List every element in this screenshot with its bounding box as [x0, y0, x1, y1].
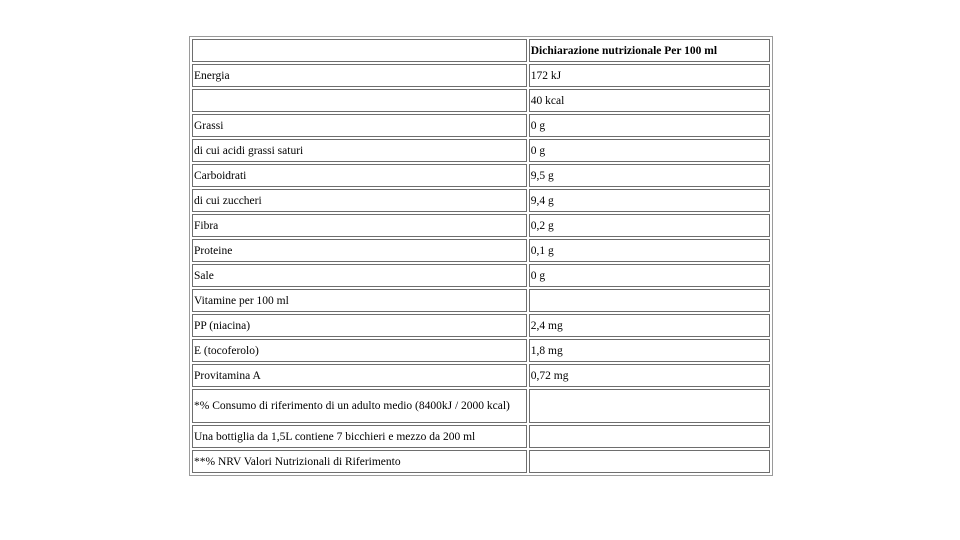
row-label: Vitamine per 100 ml [192, 289, 527, 312]
table-row [192, 425, 770, 448]
table-row [192, 314, 770, 337]
table-row [192, 289, 770, 312]
row-value: 0 g [529, 114, 770, 137]
table-row [192, 214, 770, 237]
table-row [192, 189, 770, 212]
row-label: PP (niacina) [192, 314, 527, 337]
table-row [192, 339, 770, 362]
row-value: 1,8 mg [529, 339, 770, 362]
row-label: *% Consumo di riferimento di un adulto medio (8400kJ / 2000 kcal) [192, 389, 527, 423]
table-header-row [192, 39, 770, 62]
row-value: 40 kcal [529, 89, 770, 112]
table-row [192, 64, 770, 87]
row-label: Carboidrati [192, 164, 527, 187]
row-value [529, 389, 770, 423]
row-label: Proteine [192, 239, 527, 262]
row-label: Fibra [192, 214, 527, 237]
header-right-cell: Dichiarazione nutrizionale Per 100 ml [529, 39, 770, 62]
row-label: Sale [192, 264, 527, 287]
table-row [192, 239, 770, 262]
row-value: 9,4 g [529, 189, 770, 212]
row-value [529, 450, 770, 473]
row-value: 0,72 mg [529, 364, 770, 387]
row-label: Una bottiglia da 1,5L contiene 7 bicchieri e mezzo da 200 ml [192, 425, 527, 448]
row-value: 0,2 g [529, 214, 770, 237]
row-value [529, 425, 770, 448]
table-row [192, 164, 770, 187]
table-row [192, 89, 770, 112]
row-label: di cui zuccheri [192, 189, 527, 212]
table-row [192, 450, 770, 473]
row-label: di cui acidi grassi saturi [192, 139, 527, 162]
row-label: **% NRV Valori Nutrizionali di Riferimento [192, 450, 527, 473]
table-row [192, 139, 770, 162]
row-value: 0 g [529, 264, 770, 287]
row-value: 0,1 g [529, 239, 770, 262]
row-label: Energia [192, 64, 527, 87]
row-value [529, 289, 770, 312]
table-row [192, 364, 770, 387]
row-label: Provitamina A [192, 364, 527, 387]
row-label: E (tocoferolo) [192, 339, 527, 362]
row-value: 172 kJ [529, 64, 770, 87]
row-label [192, 89, 527, 112]
table-row [192, 389, 770, 423]
header-left-cell [192, 39, 527, 62]
row-value: 2,4 mg [529, 314, 770, 337]
row-label: Grassi [192, 114, 527, 137]
table-row [192, 114, 770, 137]
nutrition-table [189, 36, 773, 476]
table-row [192, 264, 770, 287]
row-value: 0 g [529, 139, 770, 162]
row-value: 9,5 g [529, 164, 770, 187]
